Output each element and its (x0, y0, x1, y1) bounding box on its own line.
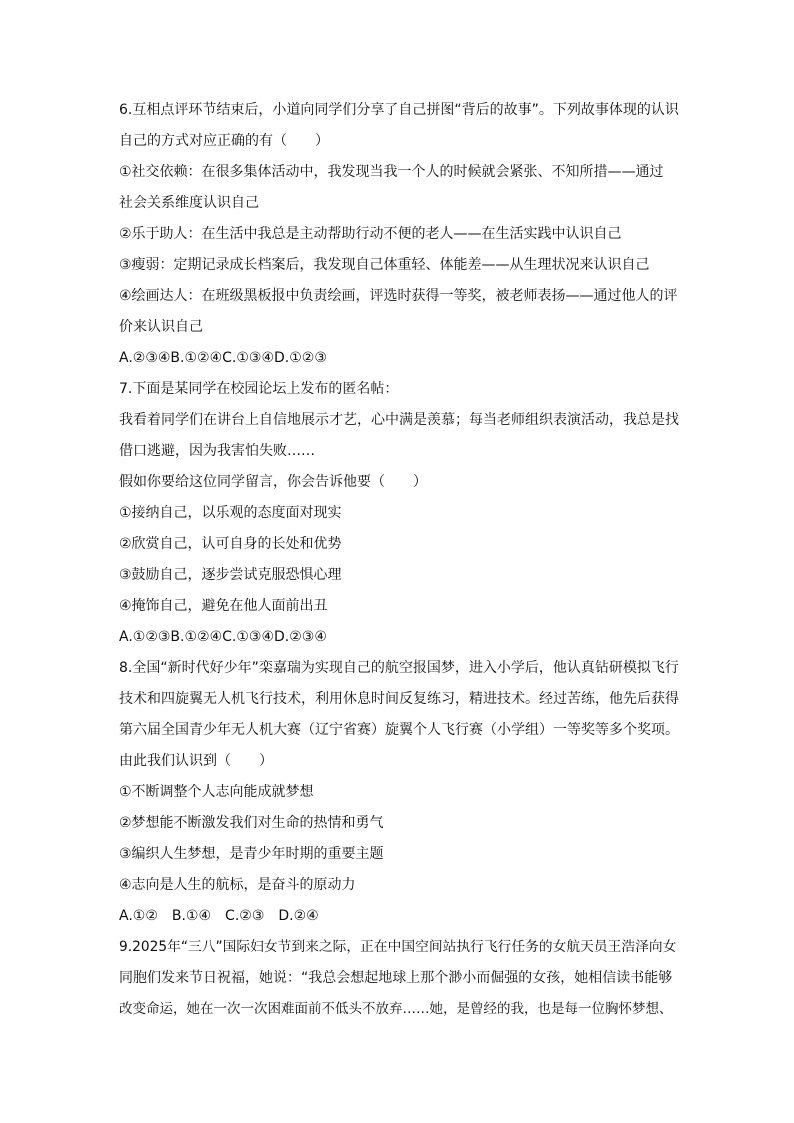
q6-stem-line-1: 6.互相点评环节结束后，小道向同学们分享了自己拼图“背后的故事”。下列故事体现的认识 (119, 102, 679, 118)
q8-option-2: ②梦想能不断激发我们对生命的热情和勇气 (119, 815, 384, 831)
q7-stem: 7.下面是某同学在校园论坛上发布的匿名帖： (119, 381, 399, 397)
q7-option-3: ③鼓励自己，逐步尝试克服恐惧心理 (119, 567, 342, 583)
q8-option-1: ①不断调整个人志向能成就梦想 (119, 784, 314, 800)
q7-post-line-2: 借口逃避，因为我害怕失败…… (119, 443, 315, 459)
q8-question: 由此我们认识到（ ） (119, 753, 273, 769)
q6-option-1-line-2: 社会关系维度认识自己 (119, 195, 259, 211)
q7-answer-choices: A.①②③B.①②④C.①③④D.②③④ (119, 629, 327, 645)
q8-stem-line-1: 8.全国“新时代好少年”栾嘉瑞为实现自己的航空报国梦，进入小学后，他认真钻研模拟飞行 (119, 660, 679, 676)
q6-option-4-line-2: 价来认识自己 (119, 319, 203, 335)
document-body (119, 100, 679, 1030)
q8-option-3: ③编织人生梦想，是青少年时期的重要主题 (119, 846, 384, 862)
q6-option-4-line-1: ④绘画达人：在班级黑板报中负责绘画，评选时获得一等奖，被老师表扬——通过他人的评 (119, 288, 678, 304)
q7-question: 假如你要给这位同学留言，你会告诉他要（ ） (119, 474, 427, 490)
q8-answer-choices: A.①② B.①④ C.②③ D.②④ (119, 908, 319, 924)
q9-stem-line-1: 9.2025年“三八”国际妇女节到来之际，正在中国空间站执行飞行任务的女航天员王浩泽向女 (119, 939, 677, 955)
q9-stem-line-2: 同胞们发来节日祝福，她说：“我总会想起地球上那个渺小而倔强的女孩，她相信读书能够 (119, 970, 673, 986)
q8-stem-line-2: 技术和四旋翼无人机飞行技术，利用休息时间反复练习，精进技术。经过苦练，他先后获得 (119, 691, 679, 707)
q8-stem-line-3: 第六届全国青少年无人机大赛（辽宁省赛）旋翼个人飞行赛（小学组）一等奖等多个奖项。 (119, 722, 679, 738)
q8-option-4: ④志向是人生的航标，是奋斗的原动力 (119, 877, 356, 893)
q7-option-4: ④掩饰自己，避免在他人面前出丑 (119, 598, 328, 614)
q6-answer-choices: A.②③④B.①②④C.①③④D.①②③ (119, 350, 327, 366)
q6-stem-line-2: 自己的方式对应正确的有（ ） (119, 133, 329, 149)
q7-post-line-1: 我看着同学们在讲台上自信地展示才艺，心中满是羡慕；每当老师组织表演活动，我总是找 (119, 412, 679, 428)
q7-option-1: ①接纳自己，以乐观的态度面对现实 (119, 505, 342, 521)
q6-option-3: ③瘦弱：定期记录成长档案后，我发现自己体重轻、体能差——从生理状况来认识自己 (119, 257, 650, 273)
q6-option-2: ②乐于助人：在生活中我总是主动帮助行动不便的老人——在生活实践中认识自己 (119, 226, 622, 242)
q9-stem-line-3: 改变命运，她在一次一次困难面前不低头不放弃……她，是曾经的我，也是每一位胸怀梦想、 (119, 1001, 673, 1017)
q7-option-2: ②欣赏自己，认可自身的长处和优势 (119, 536, 342, 552)
q6-option-1-line-1: ①社交依赖：在很多集体活动中，我发现当我一个人的时候就会紧张、不知所措——通过 (119, 164, 664, 180)
